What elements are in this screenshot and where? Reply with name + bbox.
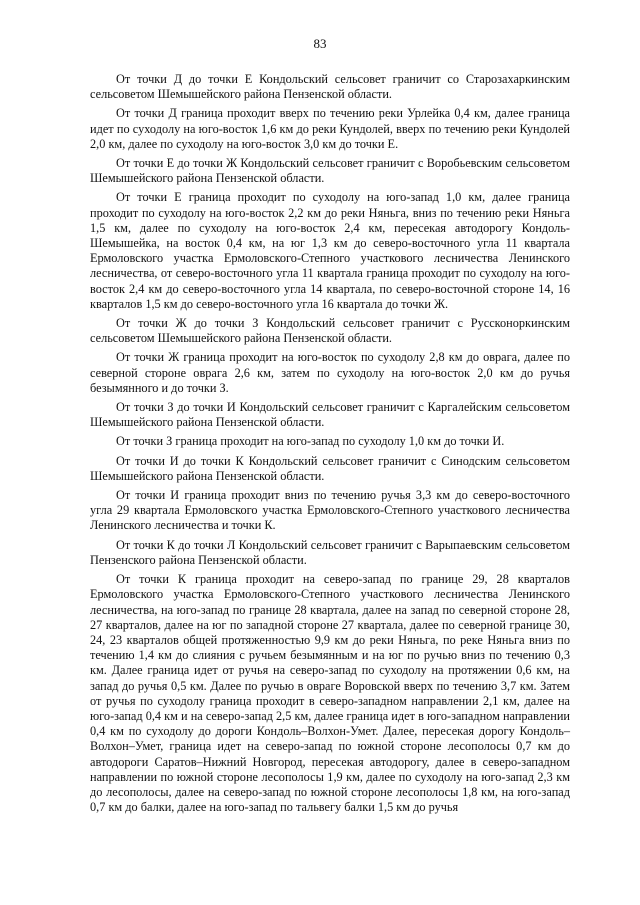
paragraph: От точки Д граница проходит вверх по течению реки Урлейка 0,4 км, далее граница идет по суходолу на юго-восток 1,6 км до реки Кундолей, вверх по течению реки Кундолей 2,0 км, далее по суходолу на юго-восток 3,0 км до точки Е. — [90, 106, 570, 151]
document-body — [90, 72, 570, 819]
paragraph: От точки К граница проходит на северо-запад по границе 29, 28 кварталов Ермоловского участка Ермоловского-Степного участкового лесничества Ленинского лесничества, на юго-запад по границе 28 квартала, далее на запад по северной стороне 28, 27 кварталов, далее на юг по западной стороне 27 квартала, далее по северной границе 30, 24, 23 кварталов общей протяженностью 9,9 км до реки Няньга, по реке Няньга вниз по течению 1,4 км до слияния с ручьем безымянным и на юг по ручью вниз по течению 0,3 км. Далее граница идет от ручья на северо-запад по суходолу на протяжении 0,6 км, на запад до ручья 0,5 км. Далее по ручью в овраге Воровской вверх по течению 3,7 км. Затем от ручья по суходолу граница проходит в северо-западном направлении 2,1 км, далее на юго-запад 0,4 км и на северо-запад 2,5 км, далее граница идет в юго-западном направлении 0,4 км по суходолу до дороги Кондоль–Волхон-Умет. Далее, пересекая дорогу Кондоль–Волхон–Умет, граница идет на северо-запад по южной стороне лесополосы 0,7 км до автодороги Саратов–Нижний Новгород, пересекая автодорогу, далее в северо-западном направлении по южной стороне лесополосы 1,9 км, далее по суходолу на юго-запад 2,3 км до лесополосы, далее на северо-запад по южной стороне лесополосы 1,8 км, на юго-запад 0,7 км до балки, далее на юго-запад по тальвегу балки 1,5 км до ручья — [90, 572, 570, 815]
page-number: 83 — [313, 36, 327, 51]
paragraph: От точки Е до точки Ж Кондольский сельсовет граничит с Воробьевским сельсоветом Шемышейского района Пензенской области. — [90, 156, 570, 186]
paragraph: От точки Е граница проходит по суходолу на юго-запад 1,0 км, далее граница проходит по суходолу на юго-восток 2,2 км до реки Няньга, вниз по течению реки Няньга 1,5 км, далее по суходолу на юго-восток 2,4 км, пересекая автодорогу Кондоль-Шемышейка, на восток 0,4 км, на юг 1,3 км до северо-восточного угла 11 квартала Ермоловского участка Ермоловского-Степного участкового лесничества Ленинского лесничества, от северо-восточного угла 11 квартала граница проходит по суходолу на юго-восток 2,4 км до северо-восточного угла 14 квартала, по северо-восточной стороне 14, 16 кварталов 1,5 км до северо-восточного угла 16 квартала до точки Ж. — [90, 190, 570, 311]
paragraph: От точки Ж граница проходит на юго-восток по суходолу 2,8 км до оврага, далее по северной стороне оврага 2,6 км, затем по суходолу на юго-восток 2,0 км до ручья безымянного и до точки З. — [90, 350, 570, 395]
paragraph: От точки З граница проходит на юго-запад по суходолу 1,0 км до точки И. — [116, 434, 505, 449]
paragraph: От точки И до точки К Кондольский сельсовет граничит с Синодским сельсоветом Шемышейского района Пензенской области. — [90, 453, 570, 483]
paragraph: От точки И граница проходит вниз по течению ручья 3,3 км до северо-восточного угла 29 квартала Ермоловского участка Ермоловского-Степного участкового лесничества Ленинского лесничества и точки К. — [90, 488, 570, 533]
paragraph: От точки Ж до точки З Кондольский сельсовет граничит с Руссконоркинским сельсоветом Шемышейского района Пензенской области. — [90, 316, 570, 346]
paragraph: От точки З до точки И Кондольский сельсовет граничит с Каргалейским сельсоветом Шемышейского района Пензенской области. — [90, 400, 570, 430]
paragraph: От точки Д до точки Е Кондольский сельсовет граничит со Старозахаркинским сельсоветом Шемышейского района Пензенской области. — [90, 72, 570, 102]
paragraph: От точки К до точки Л Кондольский сельсовет граничит с Варыпаевским сельсоветом Пензенского района Пензенской области. — [90, 537, 570, 567]
